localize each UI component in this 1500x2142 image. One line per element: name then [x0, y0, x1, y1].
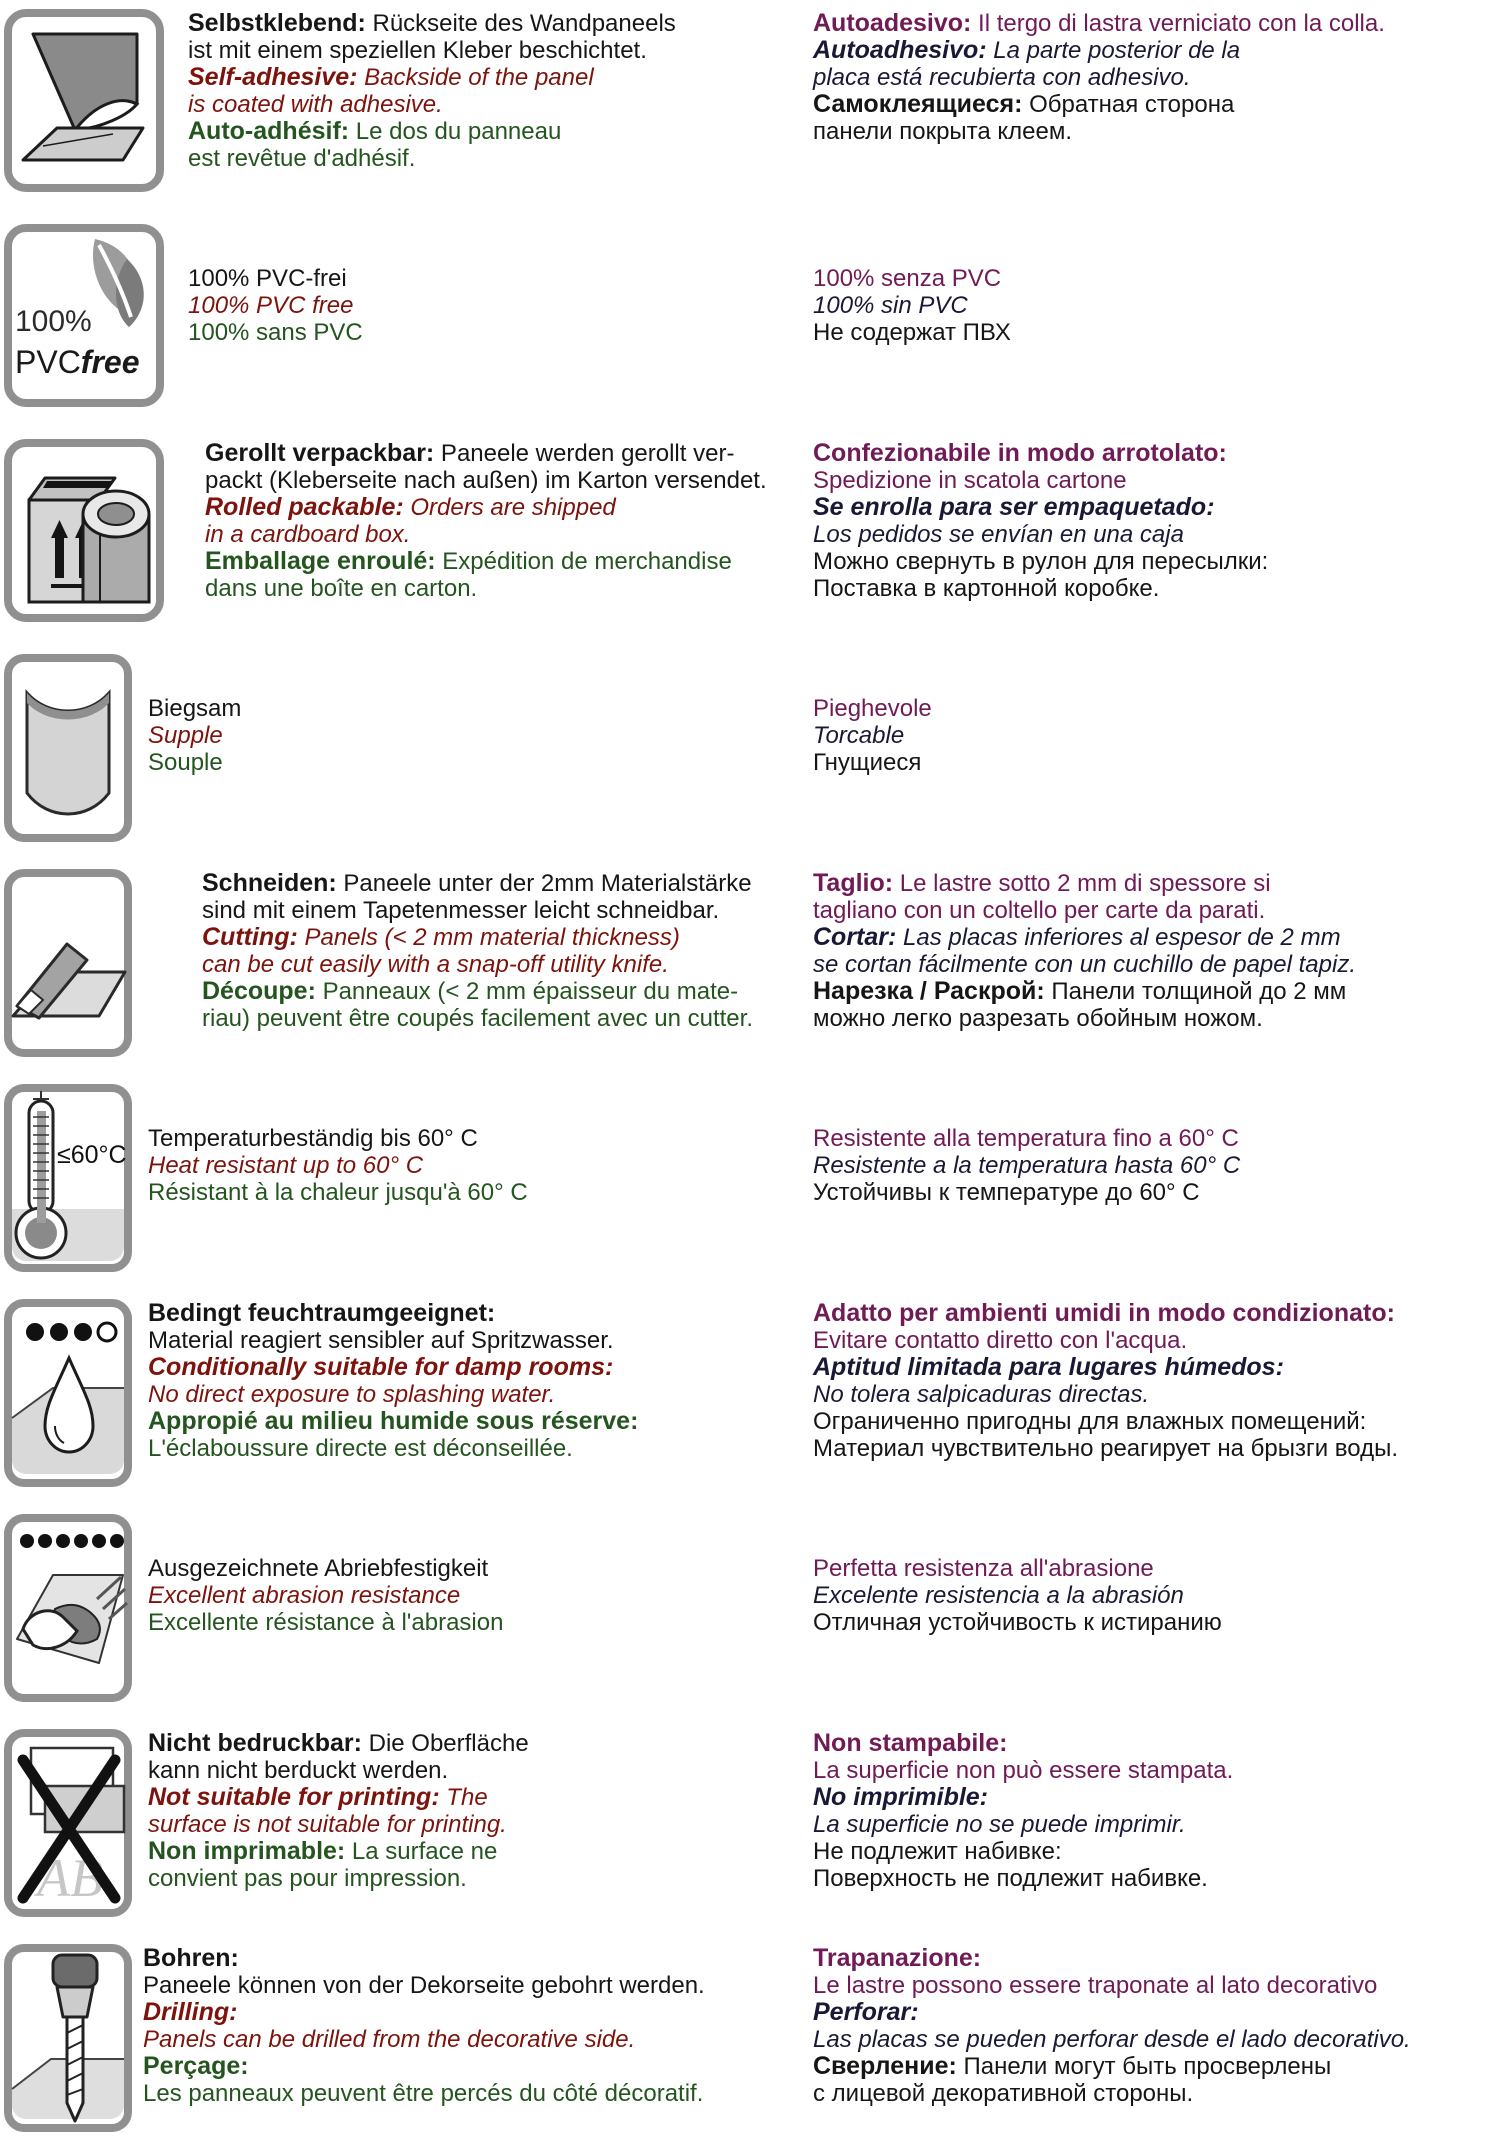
text-line-it	[813, 1327, 1500, 1354]
not-printable-icon	[3, 1728, 133, 1918]
text-column-left	[148, 1083, 773, 1206]
line-body: Панели могут быть просверлены	[956, 2053, 1332, 2080]
text-line-es	[813, 951, 1500, 978]
line-header: Perçage:	[143, 2052, 249, 2080]
abrasion-resistance-icon-cell	[3, 1513, 133, 1703]
line-body: 100% sin PVC	[813, 292, 968, 319]
text-line-en	[143, 1999, 768, 2026]
line-body: placa está recubierta con adhesivo.	[813, 64, 1191, 91]
text-line-de	[205, 467, 830, 494]
line-header: Découpe:	[202, 977, 316, 1005]
line-body: Résistant à la chaleur jusqu'à 60° C	[148, 1179, 528, 1206]
text-line-en	[188, 91, 813, 118]
pvc-free-icon	[3, 223, 165, 408]
line-body: Le lastre sotto 2 mm di spessore si	[893, 870, 1271, 897]
text-line-en	[148, 1582, 773, 1609]
line-header: Conditionally suitable for damp rooms:	[148, 1353, 614, 1381]
text-column-left	[148, 1728, 773, 1892]
line-body: Excellent abrasion resistance	[148, 1582, 461, 1609]
text-line-fr	[148, 1865, 773, 1892]
line-body: Orders are shipped	[403, 494, 616, 521]
text-line-de	[148, 1125, 773, 1152]
line-body: Устойчивы к температуре до 60° C	[813, 1179, 1200, 1206]
text-line-it	[813, 1555, 1500, 1582]
line-header: Нарезка / Раскрой:	[813, 977, 1045, 1005]
line-header: Schneiden:	[202, 869, 337, 897]
feature-row-heat-resistant	[0, 1083, 1500, 1298]
damp-rooms-icon-cell	[3, 1298, 133, 1488]
text-column-right	[813, 1298, 1500, 1462]
line-body: La superficie no se puede imprimir.	[813, 1811, 1186, 1838]
feature-row-abrasion-resistance	[0, 1513, 1500, 1728]
line-body: 100% PVC free	[188, 292, 354, 319]
text-line-en	[202, 951, 827, 978]
text-line-it	[813, 1972, 1500, 1999]
max-temperature-label: ≤60°C	[57, 1141, 127, 1169]
text-line-it	[813, 467, 1500, 494]
text-column-left	[205, 438, 830, 602]
line-body: Ausgezeichnete Abriebfestigkeit	[148, 1555, 489, 1582]
text-line-es	[813, 1811, 1500, 1838]
line-body: Los pedidos se envían en una caja	[813, 521, 1184, 548]
line-body: can be cut easily with a snap-off utility knife.	[202, 951, 669, 978]
text-line-de	[202, 870, 827, 897]
line-header: Auto-adhésif:	[188, 117, 350, 145]
line-body: 100% senza PVC	[813, 265, 1002, 292]
line-body: Paneele können von der Dekorseite gebohrt werden.	[143, 1972, 705, 1999]
line-body: La surface ne	[345, 1838, 498, 1865]
text-line-ru	[813, 1435, 1500, 1462]
text-column-left	[202, 868, 827, 1032]
text-line-de	[188, 10, 813, 37]
text-line-es	[813, 722, 1500, 749]
feature-row-self-adhesive	[0, 8, 1500, 223]
text-line-fr	[143, 2080, 768, 2107]
text-line-ru	[813, 548, 1500, 575]
line-body: Panels (< 2 mm material thickness)	[297, 924, 680, 951]
text-line-de	[148, 1555, 773, 1582]
text-line-de	[148, 695, 773, 722]
text-column-right	[813, 223, 1500, 346]
text-line-de	[143, 1972, 768, 1999]
text-line-fr	[202, 1005, 827, 1032]
text-line-en	[148, 1784, 773, 1811]
text-line-en	[148, 1811, 773, 1838]
text-line-en	[188, 64, 813, 91]
text-line-ru	[813, 2080, 1500, 2107]
line-body: No direct exposure to splashing water.	[148, 1381, 556, 1408]
text-line-en	[205, 521, 830, 548]
text-column-left	[148, 653, 773, 776]
text-line-ru	[813, 1408, 1500, 1435]
text-line-es	[813, 292, 1500, 319]
text-line-de	[148, 1300, 773, 1327]
line-header: Bohren:	[143, 1944, 239, 1972]
text-column-right	[813, 1728, 1500, 1892]
drilling-icon	[3, 1943, 133, 2133]
text-line-ru	[813, 1179, 1500, 1206]
line-header: Gerollt verpackbar:	[205, 439, 435, 467]
line-body: Biegsam	[148, 695, 242, 722]
line-body: Die Oberfläche	[361, 1730, 529, 1757]
line-header: Cutting:	[202, 923, 298, 951]
line-body: Гнущиеся	[813, 749, 922, 776]
text-column-right	[813, 1083, 1500, 1206]
text-line-fr	[202, 978, 827, 1005]
pvc-free-percent-label: 100%	[15, 305, 92, 338]
line-body: Материал чувствительно реагирует на брызги воды.	[813, 1435, 1398, 1462]
line-body: sind mit einem Tapetenmesser leicht schneidbar.	[202, 897, 720, 924]
pvc-free-label: PVCfree	[15, 344, 140, 380]
line-header: No imprimible:	[813, 1783, 989, 1811]
text-line-de	[202, 897, 827, 924]
line-body: Las placas se pueden perforar desde el lado decorativo.	[813, 2026, 1411, 2053]
line-header: Adatto per ambienti umidi in modo condizionato:	[813, 1299, 1395, 1327]
line-header: Se enrolla para ser empaquetado:	[813, 493, 1215, 521]
line-body: Поставка в картонной коробке.	[813, 575, 1160, 602]
text-line-en	[188, 292, 813, 319]
line-body: Evitare contatto diretto con l'acqua.	[813, 1327, 1188, 1354]
text-line-it	[813, 897, 1500, 924]
text-line-es	[813, 1152, 1500, 1179]
feature-row-cutting	[0, 868, 1500, 1083]
text-column-right	[813, 868, 1500, 1032]
line-header: Not suitable for printing:	[148, 1783, 440, 1811]
line-body: Paneele unter der 2mm Materialstärke	[336, 870, 752, 897]
line-body: Resistente a la temperatura hasta 60° C	[813, 1152, 1241, 1179]
feature-row-drilling	[0, 1943, 1500, 2142]
text-column-right	[813, 653, 1500, 776]
text-line-fr	[143, 2053, 768, 2080]
text-line-fr	[205, 575, 830, 602]
line-body: панели покрыта клеем.	[813, 118, 1073, 145]
text-line-ru	[813, 1865, 1500, 1892]
text-line-es	[813, 37, 1500, 64]
damp-rooms-icon	[3, 1298, 133, 1488]
text-line-it	[813, 1125, 1500, 1152]
line-body: ist mit einem speziellen Kleber beschichtet.	[188, 37, 647, 64]
line-header: Bedingt feuchtraumgeeignet:	[148, 1299, 496, 1327]
text-line-fr	[148, 1435, 773, 1462]
feature-row-rolled-packable	[0, 438, 1500, 653]
line-header: Selbstklebend:	[188, 9, 366, 37]
line-header: Appropié au milieu humide sous réserve:	[148, 1407, 639, 1435]
text-line-fr	[148, 749, 773, 776]
text-line-es	[813, 2026, 1500, 2053]
text-column-left	[148, 1513, 773, 1636]
line-body: dans une boîte en carton.	[205, 575, 478, 602]
text-column-right	[813, 8, 1500, 145]
text-line-es	[813, 1354, 1500, 1381]
line-body: Torcable	[813, 722, 905, 749]
line-body: Souple	[148, 749, 223, 776]
drilling-icon-cell	[3, 1943, 133, 2133]
feature-row-damp-rooms	[0, 1298, 1500, 1513]
text-line-es	[813, 494, 1500, 521]
line-body: Excelente resistencia a la abrasión	[813, 1582, 1184, 1609]
text-line-en	[148, 722, 773, 749]
text-line-de	[148, 1757, 773, 1784]
text-line-ru	[813, 575, 1500, 602]
line-body: se cortan fácilmente con un cuchillo de papel tapiz.	[813, 951, 1356, 978]
line-body: is coated with adhesive.	[188, 91, 443, 118]
line-header: Perforar:	[813, 1998, 919, 2026]
line-header: Autoadesivo:	[813, 9, 972, 37]
text-line-de	[148, 1327, 773, 1354]
line-body: Paneele werden gerollt ver-	[434, 440, 735, 467]
supple-icon	[3, 653, 133, 843]
text-column-left	[188, 223, 813, 346]
text-line-it	[813, 10, 1500, 37]
line-header: Nicht bedruckbar:	[148, 1729, 362, 1757]
line-header: Autoadhesivo:	[813, 36, 987, 64]
feature-row-pvc-free	[0, 223, 1500, 438]
pvc-free-icon-cell	[3, 223, 165, 408]
line-body: Le dos du panneau	[349, 118, 562, 145]
text-line-de	[143, 1945, 768, 1972]
text-line-ru	[813, 2053, 1500, 2080]
text-line-fr	[148, 1609, 773, 1636]
text-line-en	[148, 1354, 773, 1381]
heat-resistant-icon-cell	[3, 1083, 133, 1273]
text-line-es	[813, 1381, 1500, 1408]
line-body: Les panneaux peuvent être percés du côté décoratif.	[143, 2080, 704, 2107]
line-body: The	[439, 1784, 488, 1811]
line-header: Emballage enroulé:	[205, 547, 436, 575]
line-header: Drilling:	[143, 1998, 238, 2026]
text-line-es	[813, 64, 1500, 91]
text-line-fr	[148, 1408, 773, 1435]
text-line-de	[148, 1730, 773, 1757]
line-header: Self-adhesive:	[188, 63, 358, 91]
line-body: in a cardboard box.	[205, 521, 411, 548]
text-line-es	[813, 924, 1500, 951]
line-body: convient pas pour impression.	[148, 1865, 467, 1892]
line-body: Pieghevole	[813, 695, 932, 722]
text-line-it	[813, 1730, 1500, 1757]
line-body: 100% sans PVC	[188, 319, 363, 346]
line-header: Taglio:	[813, 869, 894, 897]
line-body: Не подлежит набивке:	[813, 1838, 1062, 1865]
line-body: Ограниченно пригодны для влажных помещений:	[813, 1408, 1367, 1435]
line-body: Поверхность не подлежит набивке.	[813, 1865, 1208, 1892]
abrasion-resistance-icon	[3, 1513, 133, 1703]
line-body: Las placas inferiores al espesor de 2 mm	[896, 924, 1341, 951]
rolled-packable-icon	[3, 438, 165, 623]
line-body: можно легко разрезать обойным ножом.	[813, 1005, 1263, 1032]
line-body: Panels can be drilled from the decorative side.	[143, 2026, 636, 2053]
supple-icon-cell	[3, 653, 133, 843]
line-body: L'éclaboussure directe est déconseillée.	[148, 1435, 573, 1462]
text-line-es	[813, 1582, 1500, 1609]
line-body: Resistente alla temperatura fino a 60° C	[813, 1125, 1239, 1152]
text-line-fr	[148, 1838, 773, 1865]
line-body: La parte posterior de la	[986, 37, 1241, 64]
line-body: Spedizione in scatola cartone	[813, 467, 1127, 494]
line-header: Самоклеящиеся:	[813, 90, 1023, 118]
text-line-it	[813, 1757, 1500, 1784]
line-body: riau) peuvent être coupés facilement avec un cutter.	[202, 1005, 753, 1032]
line-header: Trapanazione:	[813, 1944, 982, 1972]
text-line-it	[813, 440, 1500, 467]
text-column-left	[148, 1298, 773, 1462]
text-line-it	[813, 870, 1500, 897]
text-line-fr	[205, 548, 830, 575]
text-line-en	[148, 1381, 773, 1408]
line-body: Il tergo di lastra verniciato con la colla.	[971, 10, 1385, 37]
line-body: kann nicht berduckt werden.	[148, 1757, 449, 1784]
feature-row-not-printable	[0, 1728, 1500, 1943]
text-line-fr	[188, 319, 813, 346]
text-column-right	[813, 438, 1500, 602]
text-line-ru	[813, 319, 1500, 346]
line-body: packt (Kleberseite nach außen) im Karton versendet.	[205, 467, 767, 494]
line-body: Можно свернуть в рулон для пересылки:	[813, 548, 1269, 575]
text-line-es	[813, 1999, 1500, 2026]
text-line-it	[813, 1300, 1500, 1327]
text-line-ru	[813, 1609, 1500, 1636]
text-column-left	[143, 1943, 768, 2107]
rolled-packable-icon-cell	[3, 438, 165, 623]
text-line-ru	[813, 749, 1500, 776]
line-body: Панели толщиной до 2 мм	[1044, 978, 1347, 1005]
text-line-ru	[813, 1005, 1500, 1032]
cutting-icon	[3, 868, 133, 1058]
line-body: Excellente résistance à l'abrasion	[148, 1609, 504, 1636]
line-body: Supple	[148, 722, 223, 749]
text-line-fr	[188, 145, 813, 172]
feature-row-supple	[0, 653, 1500, 868]
line-body: Rückseite des Wandpaneels	[365, 10, 676, 37]
text-line-en	[205, 494, 830, 521]
line-body: est revêtue d'adhésif.	[188, 145, 416, 172]
line-header: Aptitud limitada para lugares húmedos:	[813, 1353, 1284, 1381]
line-header: Cortar:	[813, 923, 897, 951]
line-body: surface is not suitable for printing.	[148, 1811, 507, 1838]
line-body: Material reagiert sensibler auf Spritzwasser.	[148, 1327, 614, 1354]
cutting-icon-cell	[3, 868, 133, 1058]
text-column-left	[188, 8, 813, 172]
text-line-fr	[188, 118, 813, 145]
text-line-it	[813, 265, 1500, 292]
text-column-right	[813, 1513, 1500, 1636]
text-line-en	[143, 2026, 768, 2053]
text-line-es	[813, 1784, 1500, 1811]
text-line-ru	[813, 91, 1500, 118]
text-line-ru	[813, 118, 1500, 145]
text-line-de	[205, 440, 830, 467]
line-body: Backside of the panel	[357, 64, 594, 91]
line-body: 100% PVC-frei	[188, 265, 347, 292]
line-body: Panneaux (< 2 mm épaisseur du mate-	[315, 978, 739, 1005]
text-line-it	[813, 695, 1500, 722]
text-line-en	[202, 924, 827, 951]
line-body: tagliano con un coltello per carte da parati.	[813, 897, 1266, 924]
text-line-ru	[813, 1838, 1500, 1865]
line-body: No tolera salpicaduras directas.	[813, 1381, 1150, 1408]
line-body: Temperaturbeständig bis 60° C	[148, 1125, 478, 1152]
text-line-it	[813, 1945, 1500, 1972]
not-printable-icon-cell	[3, 1728, 133, 1918]
text-line-en	[148, 1152, 773, 1179]
line-body: Отличная устойчивость к истиранию	[813, 1609, 1222, 1636]
text-line-ru	[813, 978, 1500, 1005]
line-header: Non stampabile:	[813, 1729, 1008, 1757]
text-line-es	[813, 521, 1500, 548]
text-column-right	[813, 1943, 1500, 2107]
line-body: Heat resistant up to 60° C	[148, 1152, 424, 1179]
text-line-de	[188, 265, 813, 292]
line-body: Обратная сторона	[1022, 91, 1235, 118]
line-body: Perfetta resistenza all'abrasione	[813, 1555, 1154, 1582]
text-line-de	[188, 37, 813, 64]
line-header: Сверление:	[813, 2052, 957, 2080]
line-header: Rolled packable:	[205, 493, 404, 521]
line-body: с лицевой декоративной стороны.	[813, 2080, 1194, 2107]
heat-resistant-icon	[3, 1083, 133, 1273]
line-body: Не содержат ПВХ	[813, 319, 1011, 346]
self-adhesive-icon	[3, 8, 165, 193]
self-adhesive-icon-cell	[3, 8, 165, 193]
line-body: Expédition de merchandise	[435, 548, 732, 575]
line-body: Le lastre possono essere traponate al lato decorativo	[813, 1972, 1378, 1999]
line-body: La superficie non può essere stampata.	[813, 1757, 1234, 1784]
line-header: Non imprimable:	[148, 1837, 346, 1865]
text-line-fr	[148, 1179, 773, 1206]
sample-print-letters: AB	[37, 1848, 103, 1908]
line-header: Confezionabile in modo arrotolato:	[813, 439, 1227, 467]
